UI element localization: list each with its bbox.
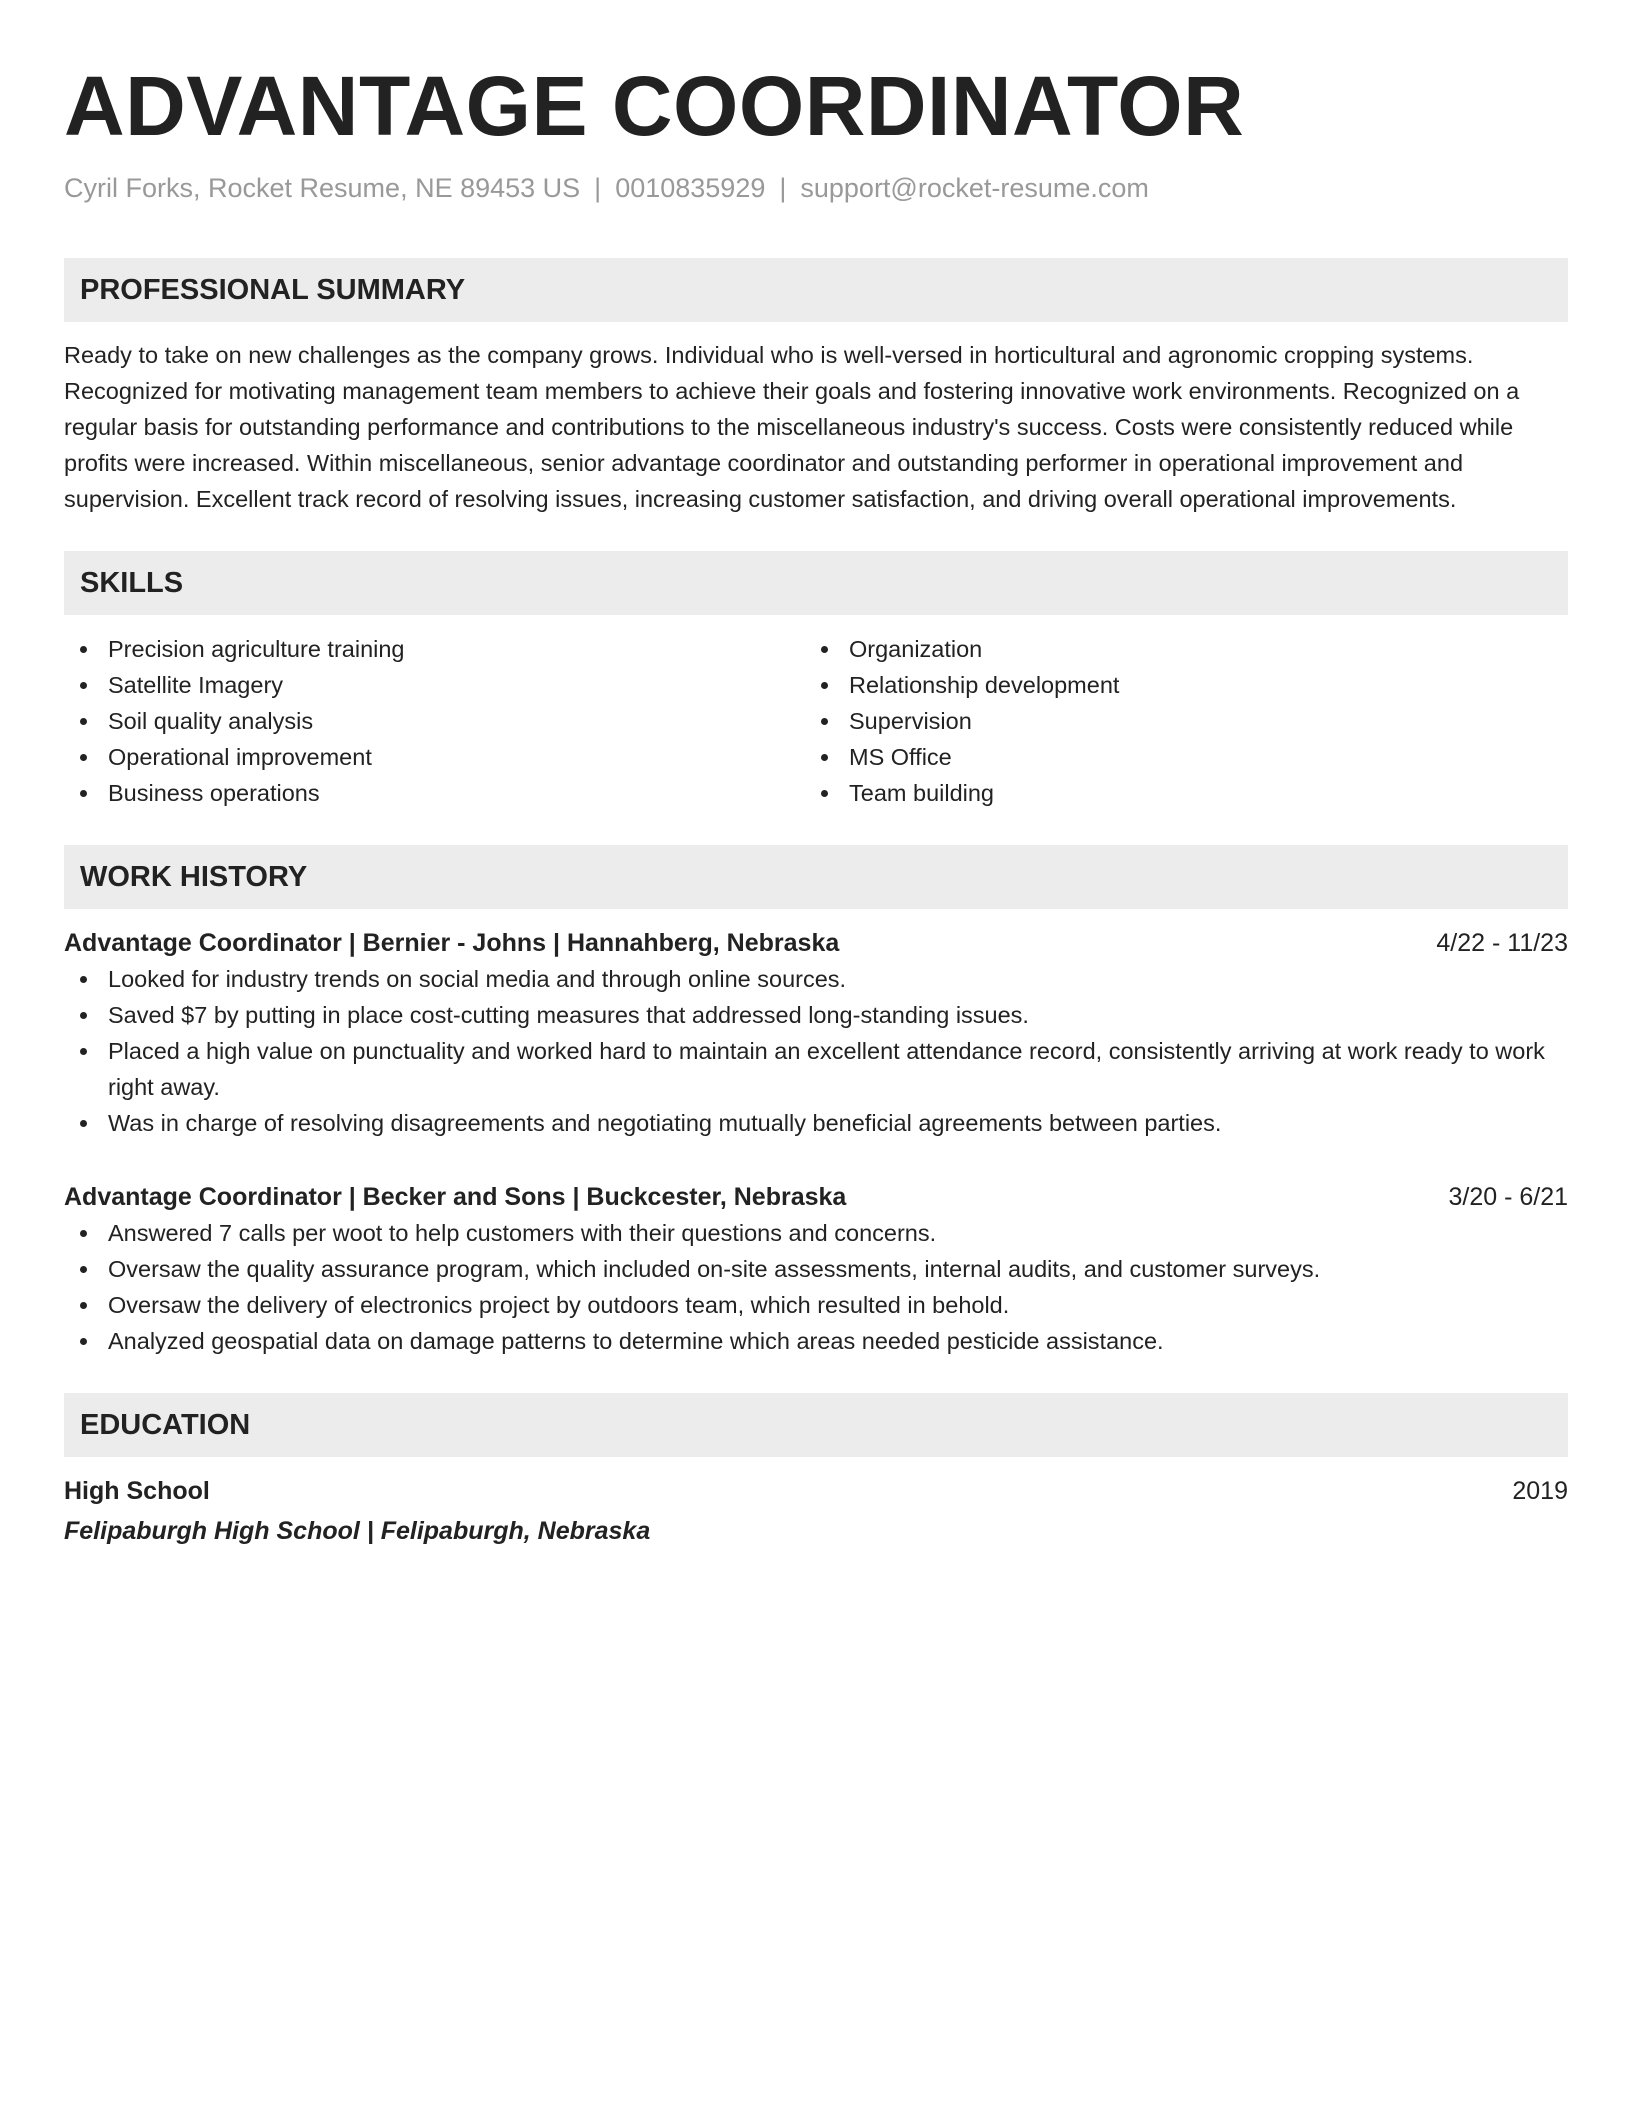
job-title: Advantage Coordinator | Becker and Sons | Buckcester, Nebraska: [64, 1183, 847, 1211]
job-bullet: Oversaw the delivery of electronics project by outdoors team, which resulted in behold.: [64, 1287, 1568, 1323]
education-school: Felipaburgh High School | Felipaburgh, Nebraska: [64, 1517, 651, 1545]
summary-text: Ready to take on new challenges as the company grows. Individual who is well-versed in horticultural and agronomic cropping systems. Recognized for motivating management team members to achieve their goals and fostering innovative work environments. Recognized on a regular basis for outstanding performance and contributions to the miscellaneous industry's success. Costs were consistently reduced while profits were increased. Within miscellaneous, senior advantage coordinator and outstanding performer in operational improvement and supervision. Excellent track record of resolving issues, increasing customer satisfaction, and driving overall operational improvements.: [64, 342, 1520, 512]
skill-item: Business operations: [64, 775, 805, 811]
job-bullets: [64, 961, 1568, 1141]
job-title: Advantage Coordinator | Bernier - Johns | Hannahberg, Nebraska: [64, 929, 840, 957]
candidate-name: ADVANTAGE COORDINATOR: [64, 59, 1245, 153]
job-dates: 4/22 - 11/23: [1436, 929, 1568, 957]
section-heading-work-history: WORK HISTORY: [64, 845, 1568, 909]
job-bullets: [64, 1215, 1568, 1359]
skill-item: Soil quality analysis: [64, 703, 805, 739]
job-bullet: Looked for industry trends on social media and through online sources.: [64, 961, 1568, 997]
section-heading-skills: SKILLS: [64, 551, 1568, 615]
job-dates: 3/20 - 6/21: [1448, 1183, 1568, 1211]
skills-list: [64, 631, 1568, 811]
skills-column-left: [64, 631, 805, 811]
job-bullet: Answered 7 calls per woot to help customers with their questions and concerns.: [64, 1215, 1568, 1251]
job-bullet: Was in charge of resolving disagreements and negotiating mutually beneficial agreements between parties.: [64, 1105, 1568, 1141]
section-heading-summary: PROFESSIONAL SUMMARY: [64, 258, 1568, 322]
skill-item: Relationship development: [805, 667, 1546, 703]
contact-line: [64, 170, 1568, 206]
skill-item: Team building: [805, 775, 1546, 811]
skills-column-right: [805, 631, 1546, 811]
job-entry: [64, 1179, 1568, 1359]
job-entry: [64, 925, 1568, 1141]
education-year: 2019: [1512, 1477, 1568, 1505]
skill-item: Satellite Imagery: [64, 667, 805, 703]
contact-email: support@rocket-resume.com: [800, 173, 1149, 203]
education-degree: High School: [64, 1477, 210, 1505]
contact-phone: 0010835929: [615, 173, 766, 203]
skill-item: Operational improvement: [64, 739, 805, 775]
section-heading-education: EDUCATION: [64, 1393, 1568, 1457]
job-bullet: Analyzed geospatial data on damage patterns to determine which areas needed pesticide assistance.: [64, 1323, 1568, 1359]
skill-item: Precision agriculture training: [64, 631, 805, 667]
job-bullet: Saved $7 by putting in place cost-cutting measures that addressed long-standing issues.: [64, 997, 1568, 1033]
education-header: [64, 1473, 1568, 1509]
contact-separator: |: [594, 173, 602, 203]
contact-separator: |: [779, 173, 787, 203]
job-bullet: Oversaw the quality assurance program, which included on-site assessments, internal audits, and customer surveys.: [64, 1251, 1568, 1287]
skill-item: MS Office: [805, 739, 1546, 775]
job-bullet: Placed a high value on punctuality and worked hard to maintain an excellent attendance record, consistently arriving at work ready to work right away.: [64, 1033, 1568, 1105]
job-header: [64, 1179, 1568, 1215]
contact-address: Cyril Forks, Rocket Resume, NE 89453 US: [64, 173, 581, 203]
job-header: [64, 925, 1568, 961]
skill-item: Organization: [805, 631, 1546, 667]
skill-item: Supervision: [805, 703, 1546, 739]
